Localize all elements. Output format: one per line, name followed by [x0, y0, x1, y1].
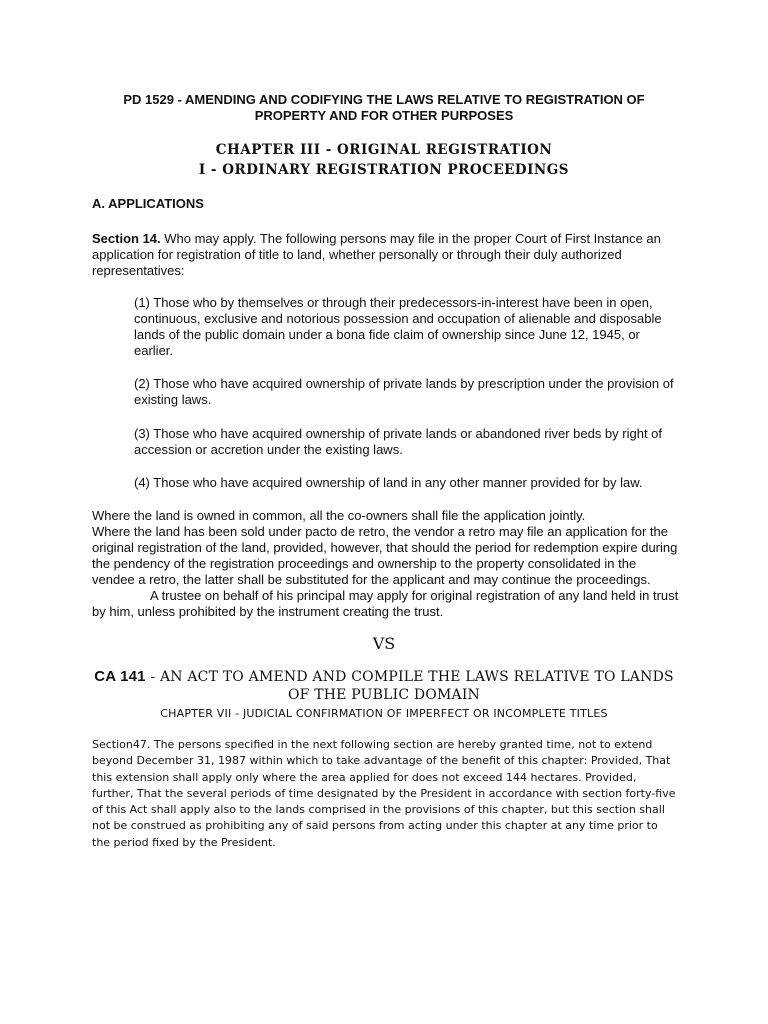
trustee-sentence: A trustee on behalf of his principal may apply for original registration of any land held in trust by him, unless prohibited by the instrument creating the trust.: [92, 588, 679, 619]
list-item-2: (2) Those who have acquired ownership of private lands by prescription under the provision of existing laws.: [134, 376, 674, 407]
section-14-paragraph: [92, 231, 682, 279]
list-item-4: (4) Those who have acquired ownership of land in any other manner provided for by law.: [134, 475, 643, 490]
pacto-de-retro-text: Where the land has been sold under pacto de retro, the vendor a retro may file an application for the original registration of the land, provided, however, that should the period for redemption expire during the pendency of the registration proceedings and ownership to the property consolidated in the vendee a retro, the latter shall be substituted for the applicant and may continue the proceedings.: [92, 524, 678, 587]
pacto-de-retro-paragraph: [92, 524, 682, 620]
closing-paragraph: [92, 508, 682, 620]
section-14-text: Who may apply. The following persons may file in the proper Court of First Instance an application for registration of title to land, whether personally or through their duly authorized representatives:: [92, 231, 661, 278]
ca-141-title-text: - AN ACT TO AMEND AND COMPILE THE LAWS RELATIVE TO LANDS OF THE PUBLIC DOMAIN: [145, 669, 674, 703]
ca-chapter-subtitle: CHAPTER VII - JUDICIAL CONFIRMATION OF IMPERFECT OR INCOMPLETE TITLES: [160, 707, 608, 720]
list-item-1: (1) Those who by themselves or through their predecessors-in-interest have been in open, continuous, exclusive and notorious possession and occupation of alienable and disposable lands of the public domain under a bona fide claim of ownership since June 12, 1945, or earlier.: [134, 295, 662, 358]
vs-divider: VS: [372, 634, 396, 653]
section-heading-applications: A. APPLICATIONS: [92, 196, 204, 211]
chapter-heading: CHAPTER III - ORIGINAL REGISTRATION: [215, 142, 553, 158]
co-owners-sentence: Where the land is owned in common, all the co-owners shall file the application jointly.: [92, 508, 586, 523]
section-14-label: Section 14.: [92, 231, 161, 246]
list-item-3: (3) Those who have acquired ownership of private lands or abandoned river beds by right of accession or accretion under the existing laws.: [134, 426, 663, 457]
ca-141-title: [82, 668, 686, 704]
ca-141-label: CA 141: [94, 668, 146, 685]
chapter-subheading: I - ORDINARY REGISTRATION PROCEEDINGS: [198, 162, 570, 178]
document-title: PD 1529 - AMENDING AND CODIFYING THE LAWS RELATIVE TO REGISTRATION OF PROPERTY AND FOR OTHER PURPOSES: [123, 92, 645, 123]
section-47-paragraph: Section47. The persons specified in the next following section are hereby granted time, not to extend beyond December 31, 1987 within which to take advantage of the benefit of this chapter: Provided, That this extension shall apply only where the area applied for does not exceed 144 hectares. Provided, further, That the several periods of time designated by the President in accordance with section forty-five of this Act shall apply also to the lands comprised in the provisions of this chapter, but this section shall not be construed as prohibiting any of said persons from acting under this chapter at any time prior to the period fixed by the President.: [92, 738, 676, 849]
